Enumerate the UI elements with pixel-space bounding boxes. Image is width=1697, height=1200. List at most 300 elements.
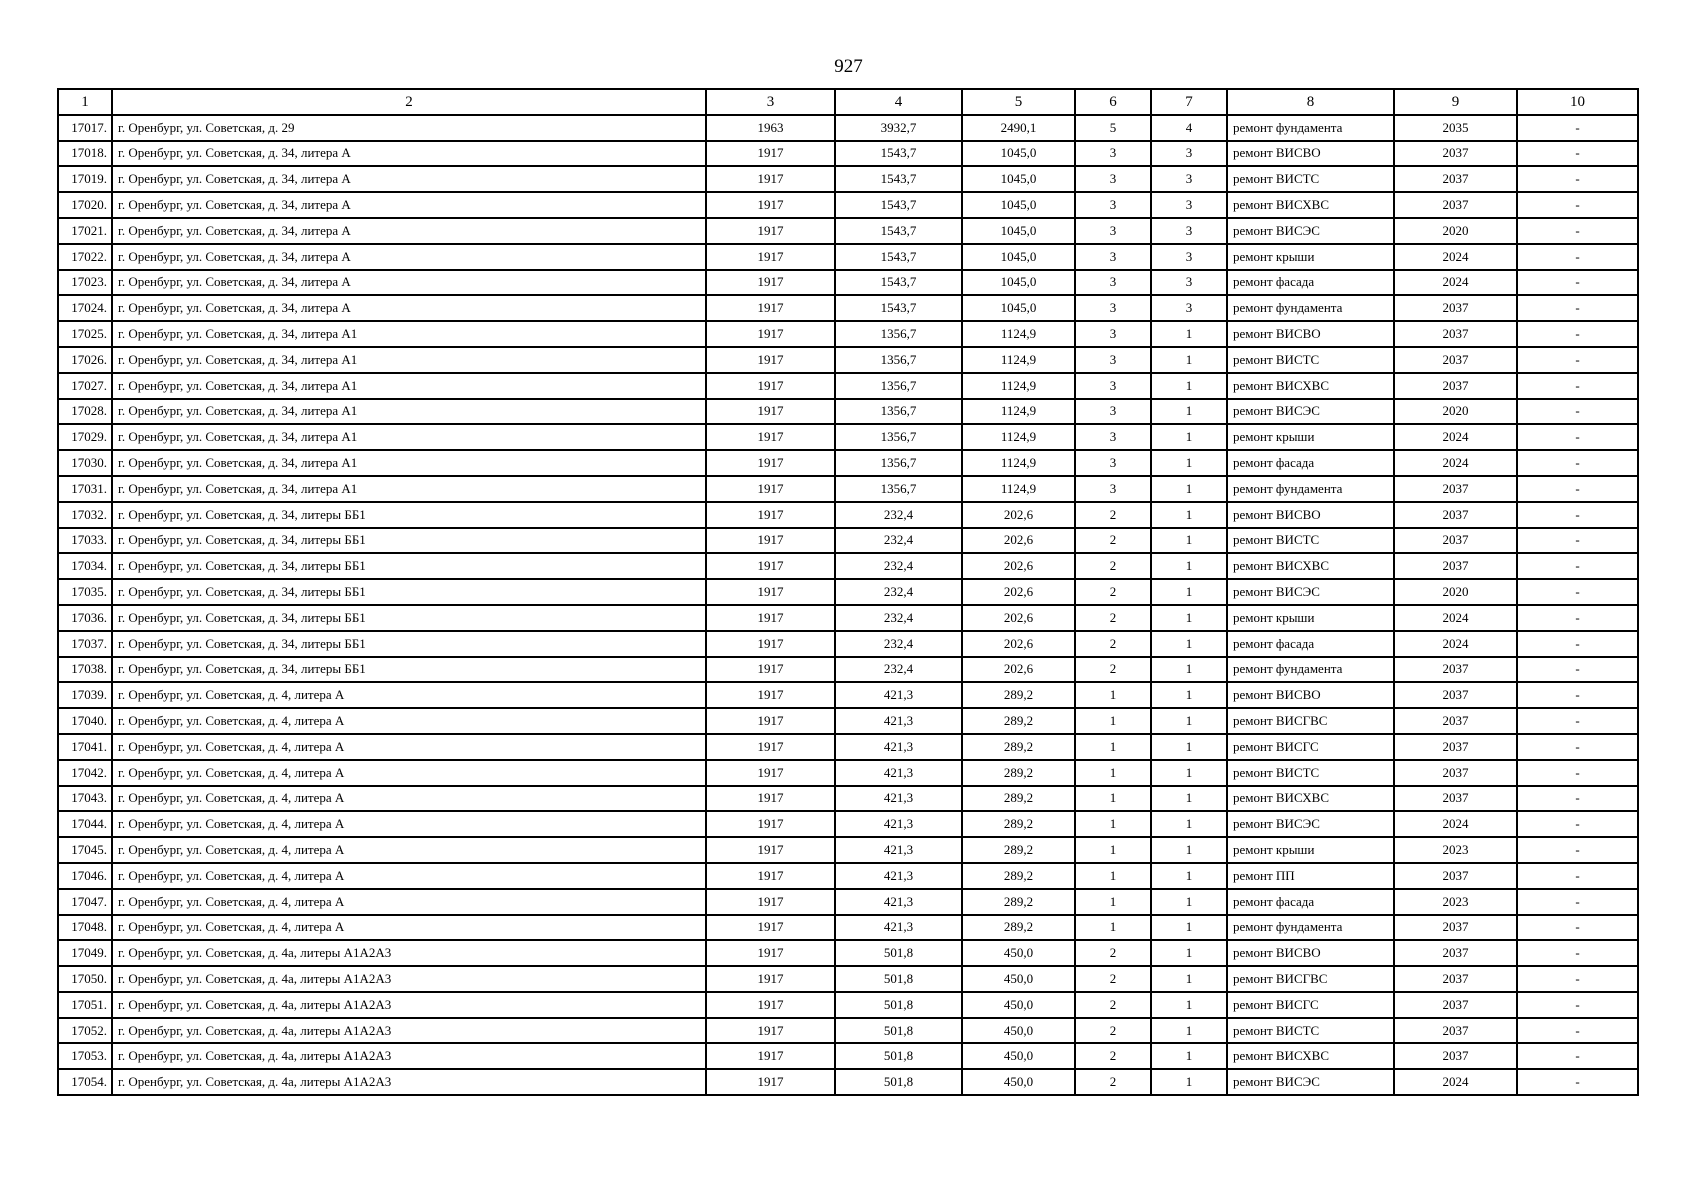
cell-year: 1917	[706, 244, 835, 270]
cell-plan-year: 2023	[1394, 837, 1517, 863]
table-row	[58, 424, 1638, 450]
cell-note: -	[1517, 553, 1638, 579]
table-row	[58, 811, 1638, 837]
cell-entrances: 1	[1151, 708, 1227, 734]
cell-note: -	[1517, 811, 1638, 837]
cell-work-type: ремонт ВИСТС	[1227, 347, 1394, 373]
cell-work-type: ремонт ВИСХВС	[1227, 1043, 1394, 1069]
cell-address: г. Оренбург, ул. Советская, д. 4, литера А	[112, 734, 706, 760]
cell-note: -	[1517, 424, 1638, 450]
cell-address: г. Оренбург, ул. Советская, д. 34, литеры ББ1	[112, 502, 706, 528]
cell-address: г. Оренбург, ул. Советская, д. 34, литера А	[112, 270, 706, 296]
cell-entrances: 3	[1151, 270, 1227, 296]
header-col-floors: 6	[1075, 89, 1151, 115]
cell-number: 17040.	[58, 708, 112, 734]
cell-living-area: 289,2	[962, 863, 1075, 889]
cell-total-area: 421,3	[835, 889, 962, 915]
cell-living-area: 202,6	[962, 605, 1075, 631]
cell-floors: 2	[1075, 1069, 1151, 1095]
cell-note: -	[1517, 1069, 1638, 1095]
cell-plan-year: 2024	[1394, 450, 1517, 476]
cell-plan-year: 2037	[1394, 682, 1517, 708]
page-number: 927	[834, 56, 863, 77]
cell-living-area: 2490,1	[962, 115, 1075, 141]
cell-address: г. Оренбург, ул. Советская, д. 4, литера А	[112, 863, 706, 889]
cell-work-type: ремонт ВИСТС	[1227, 760, 1394, 786]
cell-living-area: 289,2	[962, 837, 1075, 863]
cell-address: г. Оренбург, ул. Советская, д. 34, литеры ББ1	[112, 605, 706, 631]
cell-total-area: 1356,7	[835, 399, 962, 425]
cell-year: 1917	[706, 1069, 835, 1095]
cell-plan-year: 2037	[1394, 915, 1517, 941]
cell-address: г. Оренбург, ул. Советская, д. 4а, литеры А1А2А3	[112, 1043, 706, 1069]
cell-entrances: 4	[1151, 115, 1227, 141]
cell-entrances: 1	[1151, 1043, 1227, 1069]
cell-number: 17033.	[58, 528, 112, 554]
cell-entrances: 1	[1151, 1018, 1227, 1044]
cell-address: г. Оренбург, ул. Советская, д. 34, литера А1	[112, 347, 706, 373]
cell-plan-year: 2024	[1394, 1069, 1517, 1095]
cell-number: 17051.	[58, 992, 112, 1018]
cell-work-type: ремонт фасада	[1227, 631, 1394, 657]
cell-work-type: ремонт крыши	[1227, 605, 1394, 631]
cell-plan-year: 2037	[1394, 295, 1517, 321]
header-col-total-area: 4	[835, 89, 962, 115]
cell-number: 17053.	[58, 1043, 112, 1069]
cell-address: г. Оренбург, ул. Советская, д. 29	[112, 115, 706, 141]
cell-address: г. Оренбург, ул. Советская, д. 34, литера А1	[112, 321, 706, 347]
cell-year: 1917	[706, 553, 835, 579]
table-row	[58, 992, 1638, 1018]
cell-note: -	[1517, 218, 1638, 244]
table-row	[58, 682, 1638, 708]
cell-living-area: 1045,0	[962, 244, 1075, 270]
cell-entrances: 1	[1151, 373, 1227, 399]
cell-living-area: 289,2	[962, 811, 1075, 837]
cell-living-area: 202,6	[962, 631, 1075, 657]
cell-total-area: 3932,7	[835, 115, 962, 141]
cell-number: 17049.	[58, 940, 112, 966]
cell-number: 17021.	[58, 218, 112, 244]
table-row	[58, 270, 1638, 296]
cell-plan-year: 2024	[1394, 244, 1517, 270]
cell-note: -	[1517, 528, 1638, 554]
cell-number: 17022.	[58, 244, 112, 270]
cell-living-area: 450,0	[962, 940, 1075, 966]
cell-work-type: ремонт ВИСГС	[1227, 734, 1394, 760]
cell-address: г. Оренбург, ул. Советская, д. 34, литеры ББ1	[112, 657, 706, 683]
cell-work-type: ремонт фасада	[1227, 450, 1394, 476]
table-row	[58, 1043, 1638, 1069]
cell-year: 1917	[706, 837, 835, 863]
cell-total-area: 421,3	[835, 837, 962, 863]
cell-number: 17026.	[58, 347, 112, 373]
cell-note: -	[1517, 682, 1638, 708]
cell-entrances: 1	[1151, 837, 1227, 863]
header-row	[58, 89, 1638, 115]
table-row	[58, 399, 1638, 425]
cell-year: 1917	[706, 940, 835, 966]
cell-note: -	[1517, 450, 1638, 476]
cell-plan-year: 2024	[1394, 811, 1517, 837]
cell-total-area: 232,4	[835, 553, 962, 579]
cell-number: 17019.	[58, 166, 112, 192]
cell-work-type: ремонт ВИСТС	[1227, 1018, 1394, 1044]
cell-number: 17024.	[58, 295, 112, 321]
table-body	[58, 115, 1638, 1095]
cell-plan-year: 2037	[1394, 760, 1517, 786]
cell-year: 1963	[706, 115, 835, 141]
cell-floors: 3	[1075, 321, 1151, 347]
cell-entrances: 1	[1151, 889, 1227, 915]
cell-address: г. Оренбург, ул. Советская, д. 4, литера А	[112, 915, 706, 941]
cell-address: г. Оренбург, ул. Советская, д. 34, литера А	[112, 295, 706, 321]
table-row	[58, 244, 1638, 270]
cell-plan-year: 2037	[1394, 166, 1517, 192]
cell-plan-year: 2037	[1394, 553, 1517, 579]
cell-address: г. Оренбург, ул. Советская, д. 34, литеры ББ1	[112, 528, 706, 554]
cell-note: -	[1517, 373, 1638, 399]
cell-living-area: 1124,9	[962, 321, 1075, 347]
cell-number: 17044.	[58, 811, 112, 837]
cell-number: 17030.	[58, 450, 112, 476]
cell-plan-year: 2024	[1394, 270, 1517, 296]
cell-work-type: ремонт крыши	[1227, 837, 1394, 863]
cell-total-area: 1356,7	[835, 450, 962, 476]
cell-floors: 2	[1075, 579, 1151, 605]
cell-number: 17025.	[58, 321, 112, 347]
cell-number: 17054.	[58, 1069, 112, 1095]
cell-floors: 1	[1075, 915, 1151, 941]
cell-total-area: 421,3	[835, 682, 962, 708]
cell-living-area: 289,2	[962, 786, 1075, 812]
table-row	[58, 192, 1638, 218]
cell-note: -	[1517, 915, 1638, 941]
cell-total-area: 421,3	[835, 915, 962, 941]
cell-note: -	[1517, 321, 1638, 347]
cell-floors: 3	[1075, 166, 1151, 192]
cell-plan-year: 2037	[1394, 786, 1517, 812]
table-row	[58, 863, 1638, 889]
cell-total-area: 421,3	[835, 760, 962, 786]
table-header	[58, 89, 1638, 115]
cell-floors: 2	[1075, 1043, 1151, 1069]
cell-total-area: 1543,7	[835, 218, 962, 244]
cell-entrances: 1	[1151, 321, 1227, 347]
header-col-address: 2	[112, 89, 706, 115]
cell-floors: 1	[1075, 708, 1151, 734]
table-row	[58, 966, 1638, 992]
cell-living-area: 1045,0	[962, 270, 1075, 296]
cell-work-type: ремонт ВИСХВС	[1227, 786, 1394, 812]
cell-plan-year: 2037	[1394, 1043, 1517, 1069]
cell-entrances: 1	[1151, 682, 1227, 708]
cell-note: -	[1517, 863, 1638, 889]
cell-total-area: 421,3	[835, 734, 962, 760]
cell-floors: 3	[1075, 141, 1151, 167]
cell-note: -	[1517, 1043, 1638, 1069]
cell-address: г. Оренбург, ул. Советская, д. 4а, литеры А1А2А3	[112, 966, 706, 992]
cell-note: -	[1517, 966, 1638, 992]
cell-entrances: 1	[1151, 424, 1227, 450]
cell-living-area: 1124,9	[962, 373, 1075, 399]
cell-living-area: 1124,9	[962, 450, 1075, 476]
table-row	[58, 373, 1638, 399]
cell-living-area: 289,2	[962, 760, 1075, 786]
cell-number: 17035.	[58, 579, 112, 605]
table-row	[58, 141, 1638, 167]
cell-year: 1917	[706, 657, 835, 683]
cell-work-type: ремонт крыши	[1227, 244, 1394, 270]
cell-living-area: 1124,9	[962, 347, 1075, 373]
cell-plan-year: 2037	[1394, 1018, 1517, 1044]
cell-number: 17042.	[58, 760, 112, 786]
cell-work-type: ремонт ВИСВО	[1227, 321, 1394, 347]
cell-note: -	[1517, 992, 1638, 1018]
cell-note: -	[1517, 141, 1638, 167]
cell-living-area: 289,2	[962, 708, 1075, 734]
cell-total-area: 421,3	[835, 708, 962, 734]
cell-total-area: 232,4	[835, 631, 962, 657]
cell-total-area: 1543,7	[835, 166, 962, 192]
cell-number: 17043.	[58, 786, 112, 812]
cell-total-area: 421,3	[835, 811, 962, 837]
cell-living-area: 289,2	[962, 682, 1075, 708]
cell-note: -	[1517, 889, 1638, 915]
table-row	[58, 786, 1638, 812]
cell-entrances: 1	[1151, 579, 1227, 605]
cell-living-area: 1045,0	[962, 192, 1075, 218]
cell-plan-year: 2037	[1394, 347, 1517, 373]
cell-floors: 3	[1075, 424, 1151, 450]
table-row	[58, 889, 1638, 915]
cell-plan-year: 2037	[1394, 734, 1517, 760]
cell-floors: 1	[1075, 734, 1151, 760]
table-row	[58, 115, 1638, 141]
cell-year: 1917	[706, 502, 835, 528]
cell-entrances: 3	[1151, 218, 1227, 244]
cell-year: 1917	[706, 708, 835, 734]
cell-floors: 1	[1075, 682, 1151, 708]
cell-work-type: ремонт ВИСЭС	[1227, 811, 1394, 837]
table-row	[58, 218, 1638, 244]
cell-entrances: 1	[1151, 450, 1227, 476]
cell-living-area: 450,0	[962, 992, 1075, 1018]
cell-floors: 2	[1075, 553, 1151, 579]
cell-note: -	[1517, 295, 1638, 321]
cell-note: -	[1517, 734, 1638, 760]
cell-year: 1917	[706, 424, 835, 450]
cell-year: 1917	[706, 966, 835, 992]
cell-entrances: 1	[1151, 992, 1227, 1018]
cell-total-area: 232,4	[835, 657, 962, 683]
cell-work-type: ремонт ВИСЭС	[1227, 218, 1394, 244]
cell-plan-year: 2037	[1394, 476, 1517, 502]
header-col-number: 1	[58, 89, 112, 115]
cell-floors: 3	[1075, 244, 1151, 270]
table-row	[58, 760, 1638, 786]
cell-number: 17039.	[58, 682, 112, 708]
cell-floors: 1	[1075, 889, 1151, 915]
cell-floors: 1	[1075, 760, 1151, 786]
cell-year: 1917	[706, 399, 835, 425]
cell-entrances: 1	[1151, 631, 1227, 657]
cell-entrances: 1	[1151, 528, 1227, 554]
cell-note: -	[1517, 115, 1638, 141]
cell-address: г. Оренбург, ул. Советская, д. 34, литера А	[112, 218, 706, 244]
cell-floors: 2	[1075, 940, 1151, 966]
cell-address: г. Оренбург, ул. Советская, д. 4, литера А	[112, 786, 706, 812]
cell-address: г. Оренбург, ул. Советская, д. 4, литера А	[112, 708, 706, 734]
cell-number: 17038.	[58, 657, 112, 683]
cell-address: г. Оренбург, ул. Советская, д. 34, литера А1	[112, 373, 706, 399]
cell-floors: 1	[1075, 786, 1151, 812]
cell-floors: 3	[1075, 192, 1151, 218]
cell-year: 1917	[706, 476, 835, 502]
cell-plan-year: 2037	[1394, 992, 1517, 1018]
cell-living-area: 1124,9	[962, 399, 1075, 425]
cell-living-area: 1045,0	[962, 295, 1075, 321]
cell-work-type: ремонт ВИСЭС	[1227, 399, 1394, 425]
cell-year: 1917	[706, 1018, 835, 1044]
cell-plan-year: 2037	[1394, 863, 1517, 889]
cell-living-area: 1045,0	[962, 166, 1075, 192]
cell-floors: 2	[1075, 657, 1151, 683]
cell-plan-year: 2020	[1394, 399, 1517, 425]
cell-work-type: ремонт ВИСТС	[1227, 528, 1394, 554]
cell-plan-year: 2035	[1394, 115, 1517, 141]
cell-note: -	[1517, 760, 1638, 786]
cell-address: г. Оренбург, ул. Советская, д. 4а, литеры А1А2А3	[112, 940, 706, 966]
data-table	[57, 88, 1639, 1096]
table-row	[58, 1069, 1638, 1095]
table-row	[58, 166, 1638, 192]
cell-number: 17045.	[58, 837, 112, 863]
table-row	[58, 940, 1638, 966]
cell-floors: 2	[1075, 502, 1151, 528]
cell-number: 17036.	[58, 605, 112, 631]
cell-living-area: 450,0	[962, 1018, 1075, 1044]
cell-plan-year: 2037	[1394, 528, 1517, 554]
cell-entrances: 1	[1151, 1069, 1227, 1095]
cell-entrances: 1	[1151, 553, 1227, 579]
cell-address: г. Оренбург, ул. Советская, д. 34, литера А	[112, 166, 706, 192]
cell-work-type: ремонт фундамента	[1227, 657, 1394, 683]
cell-living-area: 202,6	[962, 528, 1075, 554]
cell-plan-year: 2020	[1394, 579, 1517, 605]
cell-note: -	[1517, 270, 1638, 296]
header-col-entrances: 7	[1151, 89, 1227, 115]
cell-floors: 2	[1075, 1018, 1151, 1044]
cell-total-area: 501,8	[835, 1043, 962, 1069]
cell-number: 17020.	[58, 192, 112, 218]
cell-plan-year: 2037	[1394, 940, 1517, 966]
cell-total-area: 232,4	[835, 605, 962, 631]
cell-note: -	[1517, 192, 1638, 218]
cell-entrances: 1	[1151, 811, 1227, 837]
cell-total-area: 1356,7	[835, 373, 962, 399]
cell-entrances: 3	[1151, 244, 1227, 270]
cell-year: 1917	[706, 450, 835, 476]
cell-work-type: ремонт ВИСВО	[1227, 940, 1394, 966]
cell-plan-year: 2024	[1394, 424, 1517, 450]
cell-year: 1917	[706, 734, 835, 760]
cell-address: г. Оренбург, ул. Советская, д. 34, литера А1	[112, 424, 706, 450]
cell-work-type: ремонт фундамента	[1227, 915, 1394, 941]
cell-number: 17037.	[58, 631, 112, 657]
cell-work-type: ремонт ВИСЭС	[1227, 579, 1394, 605]
cell-total-area: 501,8	[835, 1069, 962, 1095]
cell-note: -	[1517, 166, 1638, 192]
table-row	[58, 528, 1638, 554]
cell-total-area: 232,4	[835, 502, 962, 528]
cell-work-type: ремонт ВИСВО	[1227, 141, 1394, 167]
cell-year: 1917	[706, 811, 835, 837]
cell-number: 17027.	[58, 373, 112, 399]
cell-work-type: ремонт ВИСЭС	[1227, 1069, 1394, 1095]
cell-work-type: ремонт фундамента	[1227, 115, 1394, 141]
cell-address: г. Оренбург, ул. Советская, д. 34, литеры ББ1	[112, 631, 706, 657]
cell-work-type: ремонт ВИСВО	[1227, 682, 1394, 708]
cell-floors: 1	[1075, 811, 1151, 837]
table-row	[58, 734, 1638, 760]
cell-work-type: ремонт фасада	[1227, 889, 1394, 915]
table-row	[58, 502, 1638, 528]
cell-year: 1917	[706, 889, 835, 915]
cell-entrances: 1	[1151, 399, 1227, 425]
cell-year: 1917	[706, 786, 835, 812]
cell-living-area: 202,6	[962, 657, 1075, 683]
cell-entrances: 1	[1151, 347, 1227, 373]
cell-total-area: 1356,7	[835, 321, 962, 347]
cell-note: -	[1517, 786, 1638, 812]
cell-floors: 3	[1075, 476, 1151, 502]
cell-address: г. Оренбург, ул. Советская, д. 34, литеры ББ1	[112, 553, 706, 579]
cell-year: 1917	[706, 218, 835, 244]
cell-living-area: 1124,9	[962, 424, 1075, 450]
cell-work-type: ремонт фундамента	[1227, 476, 1394, 502]
cell-plan-year: 2024	[1394, 631, 1517, 657]
cell-entrances: 1	[1151, 476, 1227, 502]
cell-note: -	[1517, 579, 1638, 605]
cell-plan-year: 2020	[1394, 218, 1517, 244]
cell-year: 1917	[706, 347, 835, 373]
cell-year: 1917	[706, 1043, 835, 1069]
cell-note: -	[1517, 940, 1638, 966]
cell-work-type: ремонт ВИСГС	[1227, 992, 1394, 1018]
cell-total-area: 1543,7	[835, 244, 962, 270]
cell-plan-year: 2037	[1394, 192, 1517, 218]
cell-year: 1917	[706, 295, 835, 321]
cell-floors: 3	[1075, 270, 1151, 296]
cell-floors: 3	[1075, 218, 1151, 244]
cell-entrances: 1	[1151, 605, 1227, 631]
cell-year: 1917	[706, 631, 835, 657]
cell-number: 17048.	[58, 915, 112, 941]
cell-year: 1917	[706, 682, 835, 708]
table-row	[58, 450, 1638, 476]
cell-address: г. Оренбург, ул. Советская, д. 4, литера А	[112, 682, 706, 708]
cell-number: 17047.	[58, 889, 112, 915]
cell-year: 1917	[706, 166, 835, 192]
cell-total-area: 232,4	[835, 528, 962, 554]
cell-number: 17028.	[58, 399, 112, 425]
cell-number: 17018.	[58, 141, 112, 167]
cell-floors: 3	[1075, 347, 1151, 373]
cell-living-area: 450,0	[962, 1069, 1075, 1095]
cell-plan-year: 2037	[1394, 708, 1517, 734]
cell-living-area: 202,6	[962, 579, 1075, 605]
